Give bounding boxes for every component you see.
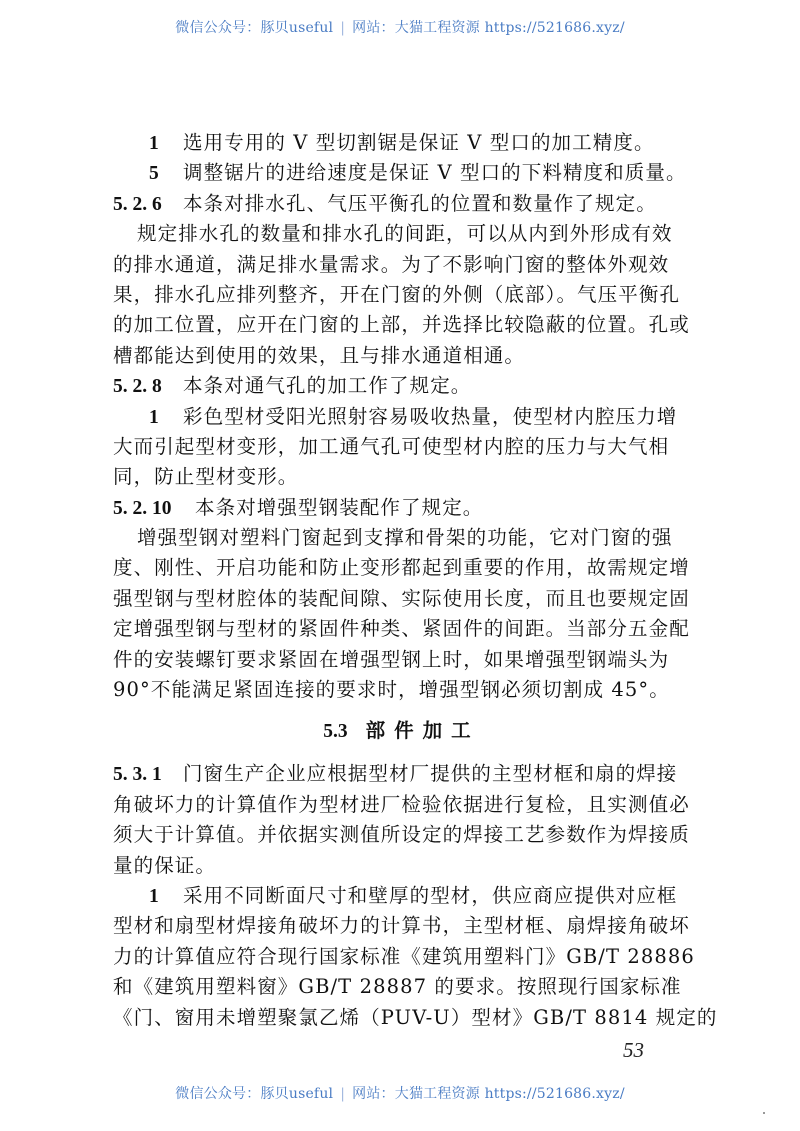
list-item [113,881,690,911]
paragraph-line: 须大于计算值。并依据实测值所设定的焊接工艺参数作为焊接质 [113,823,690,847]
paragraph-line: 定增强型钢与型材的紧固件种类、紧固件的间距。当部分五金配 [113,617,690,641]
paragraph-line: 槽都能达到使用的效果，且与排水通道相通。 [113,343,526,367]
paragraph-line: 量的保证。 [113,853,217,877]
watermark-separator: | [340,20,346,36]
clause-heading [113,189,690,219]
paragraph-line: 的排水通道，满足排水量需求。为了不影响门窗的整体外观效 [113,252,670,276]
clause-number: 5. 2. 6 [113,193,162,215]
clause-number: 5. 2. 8 [113,376,162,398]
paragraph-line: 同，防止型材变形。 [113,465,299,489]
paragraph-line: 增强型钢对塑料门窗起到支撑和骨架的功能，它对门窗的强 [137,526,673,550]
clause-heading [113,371,690,401]
paragraph-line: 型材和扇型材焊接角破坏力的计算书，主型材框、扇焊接角破坏 [113,914,690,938]
paragraph-line: 90°不能满足紧固连接的要求时，增强型钢必须切割成 45°。 [113,678,670,702]
clause-number: 5. 3. 1 [113,764,162,786]
section-title [113,707,690,755]
clause-heading [113,759,690,789]
watermark-header [0,17,800,37]
item-number: 1 [149,406,159,428]
item-number: 1 [149,885,159,907]
paragraph-line: 件的安装螺钉要求紧固在增强型钢上时，如果增强型钢端头为 [113,647,670,671]
document-page [113,128,718,1033]
watermark-wechat: 微信公众号：豚贝useful [175,1086,334,1102]
paragraph-line: 大而引起型材变形，加工通气孔可使型材内腔的压力与大气相 [113,434,670,458]
clause-text: 门窗生产企业应根据型材厂提供的主型材框和扇的焊接 [183,762,678,786]
item-text: 采用不同断面尺寸和壁厚的型材，供应商应提供对应框 [183,883,678,907]
paragraph-line: 力的计算值应符合现行国家标准《建筑用塑料门》GB/T 28886 [113,944,695,968]
paragraph-line: 角破坏力的计算值作为型材进厂检验依据进行复检，且实测值必 [113,792,690,816]
section-heading: 部件加工 [365,719,480,743]
item-text: 选用专用的 V 型切割锯是保证 V 型口的加工精度。 [183,131,655,154]
scan-speck [763,1112,765,1114]
watermark-separator: | [340,1086,346,1102]
clause-title: 本条对排水孔、气压平衡孔的位置和数量作了规定。 [183,191,657,215]
item-text: 调整锯片的进给速度是保证 V 型口的下料精度和质量。 [183,161,687,185]
list-item [113,158,690,188]
paragraph-line: 果，排水孔应排列整齐，开在门窗的外侧（底部）。气压平衡孔 [113,282,681,306]
paragraph-line: 强型钢与型材腔体的装配间隙、实际使用长度，而且也要规定固 [113,586,690,610]
paragraph-line: 规定排水孔的数量和排水孔的间距，可以从内到外形成有效 [137,222,673,246]
section-number: 5.3 [323,721,348,743]
clause-title: 本条对通气孔的加工作了规定。 [183,374,472,398]
clause-number: 5. 2. 10 [113,497,172,519]
item-number: 1 [149,133,159,154]
list-item [113,402,690,432]
clause-heading [113,493,690,523]
paragraph-line: 《门、窗用未增塑聚氯乙烯（PUV-U）型材》GB/T 8814 规定的 [113,1005,718,1029]
item-number: 5 [149,163,159,185]
watermark-footer [0,1083,800,1103]
clause-title: 本条对增强型钢装配作了规定。 [195,495,484,519]
watermark-wechat: 微信公众号：豚贝useful [175,20,334,36]
watermark-site-link[interactable]: 网站：大猫工程资源 https://521686.xyz/ [352,20,625,36]
paragraph-line: 的加工位置，应开在门窗的上部，并选择比较隐蔽的位置。孔或 [113,313,690,337]
list-item [113,128,690,158]
paragraph-line: 度、刚性、开启功能和防止变形都起到重要的作用，故需规定增 [113,556,690,580]
paragraph-line: 和《建筑用塑料窗》GB/T 28887 的要求。按照现行国家标准 [113,975,682,999]
item-text: 彩色型材受阳光照射容易吸收热量，使型材内腔压力增 [183,404,678,428]
page-number: 53 [623,1038,644,1062]
watermark-site-link[interactable]: 网站：大猫工程资源 https://521686.xyz/ [352,1086,625,1102]
